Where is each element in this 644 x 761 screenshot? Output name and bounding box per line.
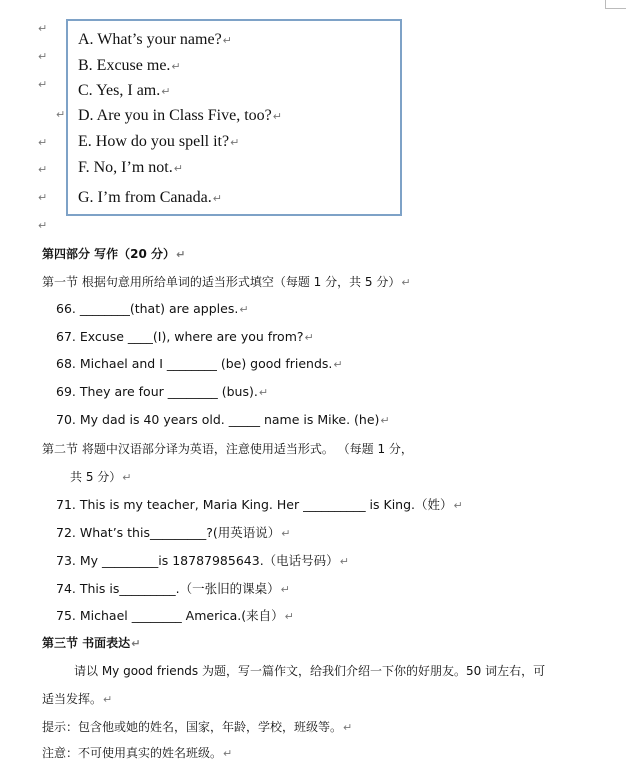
- question-67: 67. Excuse ____(I), where are you from?↵: [56, 329, 314, 344]
- option-f: F. No, I’m not.↵: [78, 159, 183, 176]
- paragraph-mark: ↵: [38, 50, 48, 63]
- writing-note: 注意：不可使用真实的姓名班级。↵: [42, 746, 233, 760]
- option-g: G. I’m from Canada.↵: [78, 189, 222, 206]
- question-69: 69. They are four ________ (bus).↵: [56, 384, 269, 399]
- paragraph-mark: ↵: [38, 78, 48, 91]
- option-e: E. How do you spell it?↵: [78, 133, 240, 150]
- question-68: 68. Michael and I ________ (be) good friends.↵: [56, 356, 343, 371]
- section2-heading-continued: 共 5 分）↵: [70, 470, 132, 484]
- question-70: 70. My dad is 40 years old. _____ name is Mike. (he)↵: [56, 412, 390, 427]
- question-73: 73. My _________is 18787985643.（电话号码）↵: [56, 553, 349, 568]
- option-d: D. Are you in Class Five, too?↵: [78, 107, 282, 124]
- part4-heading: 第四部分 写作（20 分）↵: [42, 247, 186, 261]
- answer-options-box: [66, 19, 402, 216]
- option-c: C. Yes, I am.↵: [78, 82, 171, 99]
- paragraph-mark: ↵: [38, 163, 48, 176]
- question-72: 72. What’s this_________?(用英语说）↵: [56, 525, 291, 540]
- section3-heading: 第三节 书面表达↵: [42, 636, 141, 650]
- section1-heading: 第一节 根据句意用所给单词的适当形式填空（每题 1 分，共 5 分）↵: [42, 275, 411, 289]
- paragraph-mark: ↵: [38, 191, 48, 204]
- paragraph-mark: ↵: [38, 136, 48, 149]
- paragraph-mark: ↵: [56, 108, 66, 121]
- section2-heading: 第二节 将题中汉语部分译为英语，注意使用适当形式。 （每题 1 分，: [42, 442, 413, 456]
- option-a: A. What’s your name?↵: [78, 31, 232, 48]
- question-75: 75. Michael ________ America.(来自）↵: [56, 608, 294, 623]
- page-corner-mark: [605, 0, 626, 9]
- question-74: 74. This is_________.（一张旧的课桌）↵: [56, 581, 290, 596]
- writing-prompt-continued: 适当发挥。↵: [42, 692, 113, 706]
- paragraph-mark: ↵: [38, 219, 48, 232]
- option-b: B. Excuse me.↵: [78, 57, 181, 74]
- question-66: 66. ________(that) are apples.↵: [56, 301, 249, 316]
- writing-hint: 提示：包含他或她的姓名，国家，年龄，学校，班级等。↵: [42, 720, 353, 734]
- writing-prompt: 请以 My good friends 为题，写一篇作文，给我们介绍一下你的好朋友。50 词左右，可: [74, 664, 546, 678]
- question-71: 71. This is my teacher, Maria King. Her __________ is King.（姓）↵: [56, 497, 463, 512]
- paragraph-mark: ↵: [38, 22, 48, 35]
